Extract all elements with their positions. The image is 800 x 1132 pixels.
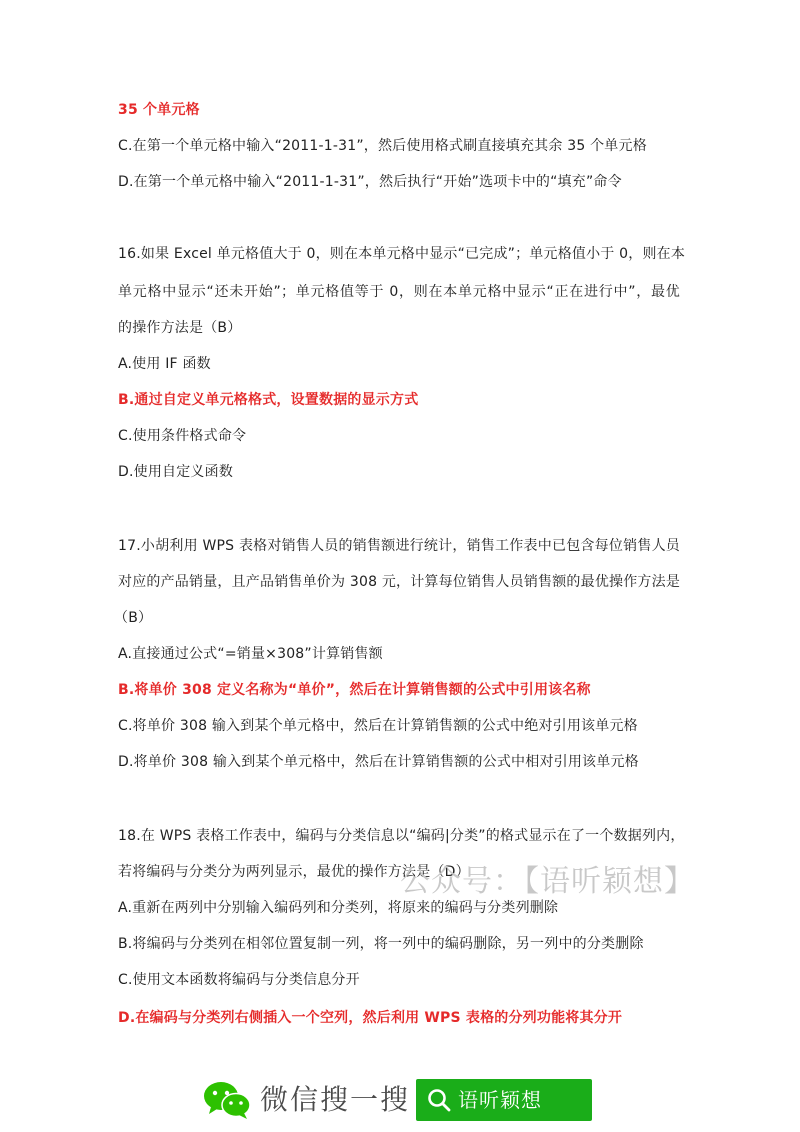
q16-option-c: C.使用条件格式命令 (118, 428, 247, 444)
q16-stem-line1: 16.如果 Excel 单元格值大于 0，则在本单元格中显示“已完成”；单元格值小于 0，则在本 (118, 246, 686, 262)
q16-stem-line3: 的操作方法是（B） (118, 320, 242, 336)
q18-option-a: A.重新在两列中分别输入编码列和分类列，将原来的编码与分类列删除 (118, 900, 559, 916)
watermark-text: 公众号：【语听颖想】 (400, 864, 695, 899)
wechat-search-text: 微信搜一搜 (260, 1083, 411, 1116)
search-icon (426, 1087, 452, 1113)
q17-stem-line3: （B） (114, 610, 153, 626)
q17-option-d: D.将单价 308 输入到某个单元格中，然后在计算销售额的公式中相对引用该单元格 (118, 754, 639, 770)
q16-option-d: D.使用自定义函数 (118, 464, 234, 480)
q15-option-d: D.在第一个单元格中输入“2011-1-31”，然后执行“开始”选项卡中的“填充”命令 (118, 174, 622, 190)
q17-option-c: C.将单价 308 输入到某个单元格中，然后在计算销售额的公式中绝对引用该单元格 (118, 718, 638, 734)
wechat-logo-icon (202, 1080, 252, 1120)
q17-option-a: A.直接通过公式“=销量×308”计算销售额 (118, 646, 383, 662)
wechat-search-banner (202, 1076, 602, 1124)
q16-option-a: A.使用 IF 函数 (118, 356, 211, 372)
q18-stem-line2: 若将编码与分类分为两列显示，最优的操作方法是（D） (118, 864, 470, 880)
q18-option-b: B.将编码与分类列在相邻位置复制一列，将一列中的编码删除，另一列中的分类删除 (118, 936, 644, 952)
q16-stem-line2: 单元格中显示“还未开始”；单元格值等于 0，则在本单元格中显示“正在进行中”，最优 (118, 284, 680, 300)
q17-stem-line2: 对应的产品销量，且产品销售单价为 308 元，计算每位销售人员销售额的最优操作方法是 (118, 574, 681, 590)
q15-option-b-continuation: 35 个单元格 (118, 102, 200, 118)
q18-stem-line1: 18.在 WPS 表格工作表中，编码与分类信息以“编码|分类”的格式显示在了一个数据列内， (118, 828, 685, 844)
q16-option-b-answer: B.通过自定义单元格格式，设置数据的显示方式 (118, 392, 419, 408)
q17-option-b-answer: B.将单价 308 定义名称为“单价”，然后在计算销售额的公式中引用该名称 (118, 682, 591, 698)
search-box-label: 语听颖想 (458, 1088, 542, 1112)
q15-option-c: C.在第一个单元格中输入“2011-1-31”，然后使用格式刷直接填充其余 35 个单元格 (118, 138, 647, 154)
search-box[interactable] (416, 1079, 592, 1121)
q18-option-c: C.使用文本函数将编码与分类信息分开 (118, 972, 360, 988)
q17-stem-line1: 17.小胡利用 WPS 表格对销售人员的销售额进行统计，销售工作表中已包含每位销售人员 (118, 538, 680, 554)
q18-option-d-answer: D.在编码与分类列右侧插入一个空列，然后利用 WPS 表格的分列功能将其分开 (118, 1010, 623, 1026)
